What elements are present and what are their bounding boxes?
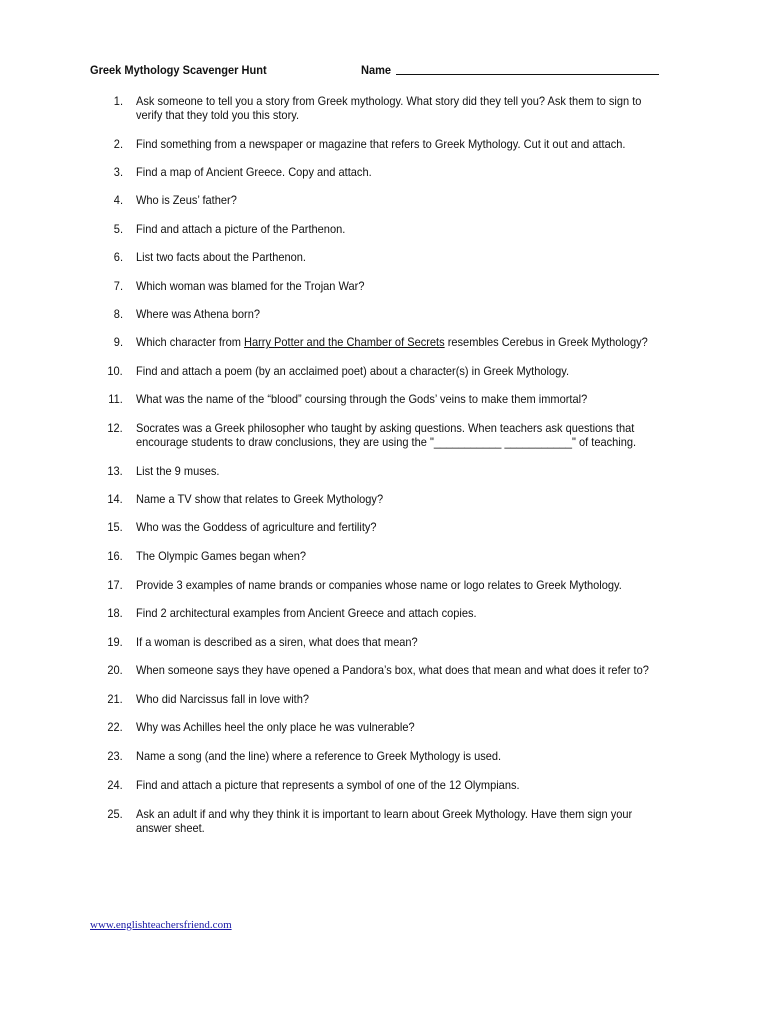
question-line: Provide 3 examples of name brands or companies whose name or logo relates to Greek Mythology. <box>136 578 622 592</box>
question-number: 6. <box>113 250 123 264</box>
question-line: Find and attach a picture that represents a symbol of one of the 12 Olympians. <box>136 778 520 792</box>
question-line: Ask someone to tell you a story from Greek mythology. What story did they tell you? Ask them to sign to <box>136 94 642 108</box>
question-text <box>136 193 670 207</box>
question-number: 8. <box>113 307 123 321</box>
question-number: 20. <box>107 663 123 677</box>
question-text <box>136 807 670 835</box>
question-number: 23. <box>107 749 123 763</box>
question-number: 1. <box>113 94 123 108</box>
question-text <box>136 778 670 792</box>
question-text <box>136 663 670 677</box>
question-line: Ask an adult if and why they think it is important to learn about Greek Mythology. Have them sign your <box>136 807 633 821</box>
question-line: Where was Athena born? <box>136 307 260 321</box>
book-title: Harry Potter and the Chamber of Secrets <box>243 335 445 349</box>
question-text <box>136 492 670 506</box>
question-number: 22. <box>107 720 123 734</box>
question-number: 19. <box>107 635 123 649</box>
question-number: 15. <box>107 520 123 534</box>
question-number: 13. <box>107 464 123 478</box>
question-line: Who did Narcissus fall in love with? <box>136 692 310 706</box>
question-line: List the 9 muses. <box>136 464 220 478</box>
question-number: 7. <box>113 279 123 293</box>
question-line: Find 2 architectural examples from Ancient Greece and attach copies. <box>136 606 477 620</box>
question-number: 24. <box>107 778 123 792</box>
question-number: 16. <box>107 549 123 563</box>
question-number: 25. <box>107 807 123 821</box>
name-blank-line <box>396 74 659 75</box>
question-number: 12. <box>107 421 123 435</box>
question-text <box>136 222 670 236</box>
question-line: What was the name of the “blood” coursing through the Gods’ veins to make them immortal? <box>136 392 588 406</box>
worksheet-title: Greek Mythology Scavenger Hunt <box>90 63 267 77</box>
question-text <box>136 250 670 264</box>
question-line: Who was the Goddess of agriculture and fertility? <box>136 520 377 534</box>
question-number: 5. <box>113 222 123 236</box>
question-text <box>136 364 670 378</box>
question-line: The Olympic Games began when? <box>136 549 306 563</box>
question-text <box>136 520 670 534</box>
question-text <box>136 94 670 122</box>
question-text <box>136 606 670 620</box>
question-text <box>136 165 670 179</box>
question-number: 14. <box>107 492 123 506</box>
question-number: 9. <box>113 335 123 349</box>
question-line: Find something from a newspaper or magazine that refers to Greek Mythology. Cut it out and attach. <box>136 137 626 151</box>
question-number: 3. <box>113 165 123 179</box>
question-number: 2. <box>113 137 123 151</box>
question-number: 21. <box>107 692 123 706</box>
question-line: If a woman is described as a siren, what does that mean? <box>136 635 418 649</box>
question-number: 17. <box>107 578 123 592</box>
footer-link[interactable]: www.englishteachersfriend.com <box>90 919 232 931</box>
question-line: Why was Achilles heel the only place he was vulnerable? <box>136 720 415 734</box>
question-number: 11. <box>108 392 123 406</box>
question-text <box>136 421 670 449</box>
question-text-part: resembles Cerebus in Greek Mythology? <box>444 335 648 349</box>
question-text <box>136 392 670 406</box>
question-line: Who is Zeus’ father? <box>136 193 237 207</box>
question-number: 4. <box>113 193 123 207</box>
question-text <box>136 578 670 592</box>
question-line: answer sheet. <box>136 821 205 835</box>
question-text <box>136 307 670 321</box>
question-text <box>136 549 670 563</box>
question-line: Name a TV show that relates to Greek Mythology? <box>136 492 384 506</box>
question-text-part: Which character from <box>136 335 244 349</box>
question-text <box>136 335 670 349</box>
question-line: Find a map of Ancient Greece. Copy and attach. <box>136 165 372 179</box>
question-line: Socrates was a Greek philosopher who taught by asking questions. When teachers ask questions that <box>136 421 635 435</box>
question-number: 18. <box>107 606 123 620</box>
question-text <box>136 464 670 478</box>
question-text <box>136 137 670 151</box>
name-label: Name <box>361 63 392 77</box>
question-line: When someone says they have opened a Pandora’s box, what does that mean and what does it refer to? <box>136 663 649 677</box>
worksheet-header <box>90 63 670 81</box>
question-text <box>136 279 670 293</box>
question-line: Name a song (and the line) where a reference to Greek Mythology is used. <box>136 749 502 763</box>
question-line: encourage students to draw conclusions, they are using the "___________ ___________" of teaching. <box>136 435 637 449</box>
question-line: Which woman was blamed for the Trojan War? <box>136 279 365 293</box>
question-line: List two facts about the Parthenon. <box>136 250 306 264</box>
question-text <box>136 749 670 763</box>
question-line: Find and attach a poem (by an acclaimed poet) about a character(s) in Greek Mythology. <box>136 364 570 378</box>
question-number: 10. <box>107 364 123 378</box>
question-text <box>136 692 670 706</box>
question-text <box>136 635 670 649</box>
question-text <box>136 720 670 734</box>
question-line: verify that they told you this story. <box>136 108 300 122</box>
question-line: Find and attach a picture of the Parthenon. <box>136 222 346 236</box>
